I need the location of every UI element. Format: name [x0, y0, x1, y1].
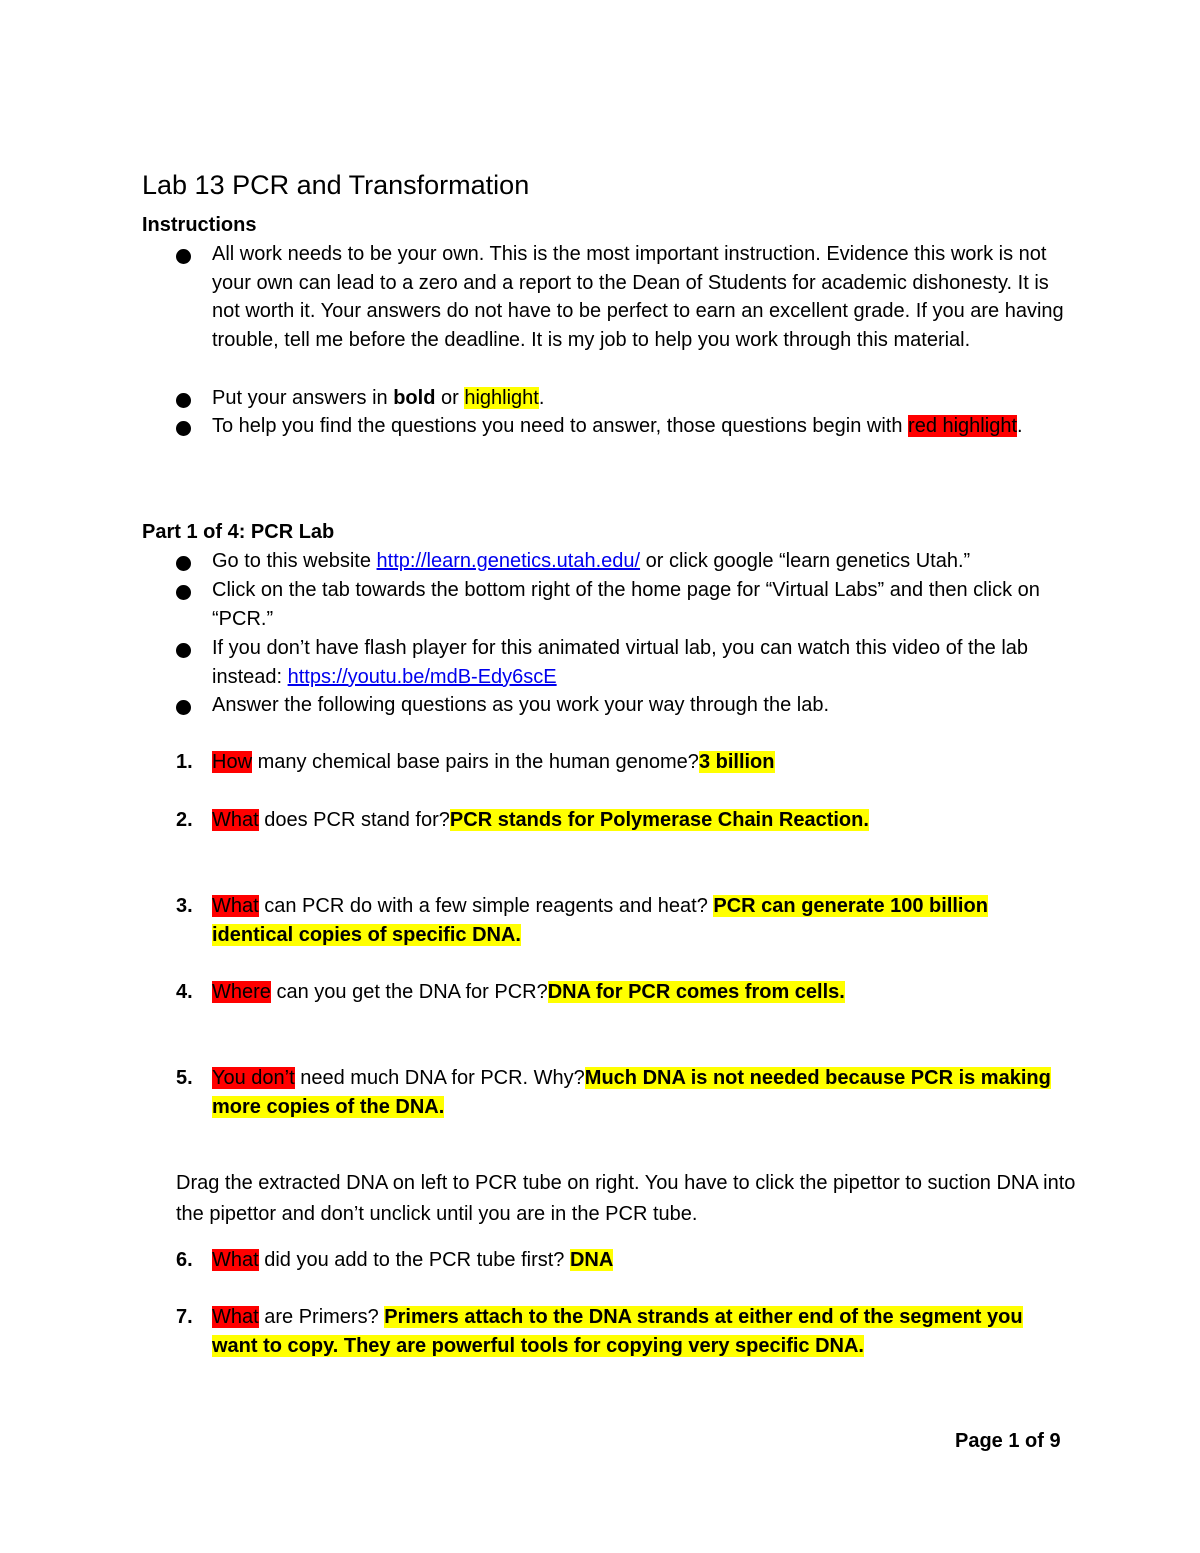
answer-2: PCR stands for Polymerase Chain Reaction. — [449, 809, 869, 831]
highlight-example: highlight — [464, 387, 539, 409]
page-number: Page 1 of 9 — [955, 1430, 1061, 1452]
bullet-dot-icon — [176, 556, 191, 571]
bullet-dot-icon — [176, 585, 191, 600]
instruction-text-3: To help you find the questions you need to answer, those questions begin with red highlight. — [212, 415, 1023, 437]
answer-1: 3 billion — [698, 751, 775, 773]
youtube-video-link[interactable]: https://youtu.be/mdB-Edy6scE — [287, 665, 557, 688]
question-5: 5. You don’t need much DNA for PCR. Why?Much DNA is not needed because PCR is making more copies of the DNA. — [176, 1067, 1051, 1118]
part1-bullet-1: Go to this website http://learn.genetics.utah.edu/ or click google “learn genetics Utah.” — [176, 547, 1076, 576]
part1-bullet-3: If you don’t have flash player for this animated virtual lab, you can watch this video of the lab instead: https://youtu.be/mdB-Edy6scE — [176, 634, 1076, 691]
instruction-bullet-3 — [176, 412, 1076, 441]
question-7: 7. What are Primers? Primers attach to the DNA strands at either end of the segment you want to copy. They are powerful tools for copying very specific DNA. — [176, 1306, 1023, 1357]
part1-bullet-2: Click on the tab towards the bottom right of the home page for “Virtual Labs” and then click on “PCR.” — [176, 576, 1076, 633]
answer-3: PCR can generate 100 billion identical copies of specific DNA. — [212, 895, 988, 946]
question-4: 4. Where can you get the DNA for PCR?DNA for PCR comes from cells. — [176, 981, 845, 1003]
document-title: Lab 13 PCR and Transformation — [142, 170, 530, 200]
bullet-dot-icon — [176, 700, 191, 715]
answer-5: Much DNA is not needed because PCR is making more copies of the DNA. — [212, 1067, 1051, 1118]
instruction-text-2: Put your answers in bold or highlight. — [212, 387, 545, 409]
instruction-bullet-1 — [176, 240, 1076, 354]
bullet-dot-icon — [176, 421, 191, 436]
answer-7: Primers attach to the DNA strands at either end of the segment you want to copy. They are powerful tools for copying very specific DNA. — [212, 1306, 1023, 1357]
answer-6: DNA — [569, 1249, 614, 1271]
bullet-dot-icon — [176, 643, 191, 658]
bullet-dot-icon — [176, 249, 191, 264]
question-6: 6. What did you add to the PCR tube first? DNA — [176, 1249, 614, 1271]
instruction-bullet-2 — [176, 384, 1076, 413]
part1-bullet-4: Answer the following questions as you work your way through the lab. — [176, 691, 1076, 720]
instruction-text-1: All work needs to be your own. This is the most important instruction. Evidence this work is not your own can lead to a zero and a report to the Dean of Students for academic dishonesty. It is not worth it. Your answers do not have to be perfect to earn an excellent grade. If you are having trouble, tell me before the deadline. It is my job to help you work through this material. — [212, 243, 1064, 351]
bullet-dot-icon — [176, 393, 191, 408]
drag-instructions: Drag the extracted DNA on left to PCR tube on right. You have to click the pipettor to suction DNA into the pipettor and don’t unclick until you are in the PCR tube. — [176, 1172, 1076, 1225]
learn-genetics-link[interactable]: http://learn.genetics.utah.edu/ — [376, 550, 641, 572]
question-1: 1. How many chemical base pairs in the human genome?3 billion — [176, 751, 775, 773]
instructions-heading: Instructions — [142, 214, 257, 236]
bold-example: bold — [393, 387, 436, 409]
answer-4: DNA for PCR comes from cells. — [547, 981, 845, 1003]
red-highlight-example: red highlight — [908, 415, 1017, 437]
question-2: 2. What does PCR stand for?PCR stands for Polymerase Chain Reaction. — [176, 809, 869, 831]
part1-heading: Part 1 of 4: PCR Lab — [142, 521, 335, 543]
question-3: 3. What can PCR do with a few simple reagents and heat? PCR can generate 100 billion identical copies of specific DNA. — [176, 895, 988, 946]
